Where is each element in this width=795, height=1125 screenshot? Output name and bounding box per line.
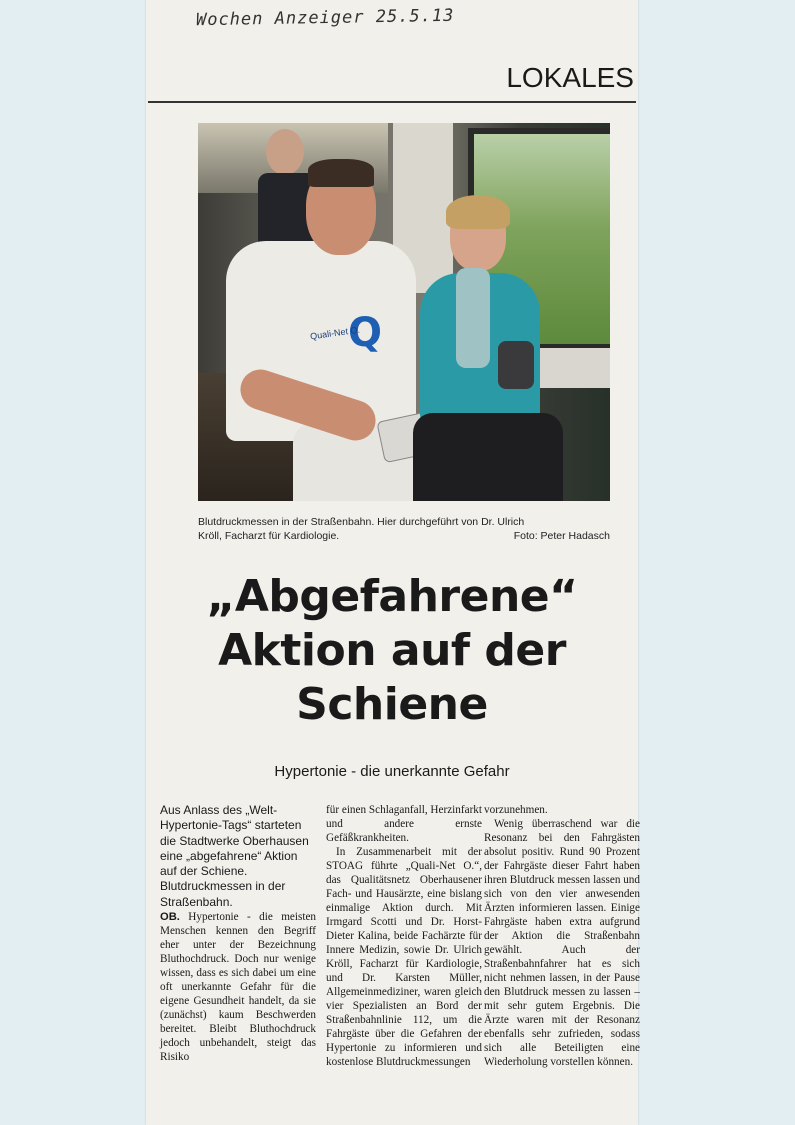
photo-credit: Foto: Peter Hadasch xyxy=(513,530,610,542)
article-paragraph: In Zusammenarbeit mit der STOAG führte „Quali-Net O.“, das Qualitätsnetz Oberhausener Fach- und Hausärzte, eine bislang einmalige Aktion durch. Mit Irmgard Scotti und Dr. Horst-Dieter Kalina, beide Fachärzte für Innere Medizin, sowie Dr. Ulrich Kröll, Facharzt für Kardiologie, und Dr. Karsten Müller, Allgemeinmediziner, waren gleich vier Spezialisten an Bord der Straßenbahnlinie 112, um die Fahrgäste über die Gefahren der Hypertonie zu informieren und kostenlose Blutdruckmessungen xyxy=(326,846,482,1068)
woman-hair xyxy=(446,195,510,229)
headline-line-1: „Abgefahrene“ xyxy=(206,571,578,622)
photo-caption xyxy=(198,515,610,543)
article-column-3 xyxy=(484,803,640,1069)
article-lead: Aus Anlass des „Welt-Hypertonie-Tags“ starteten die Stadtwerke Oberhausen eine „abgefahrene“ Aktion auf der Schiene. Blutdruckmessen in der Straßenbahn. xyxy=(160,803,309,909)
article-paragraph: vorzunehmen. xyxy=(484,804,548,816)
article-subheadline: Hypertonie - die unerkannte Gefahr xyxy=(274,763,510,780)
section-divider xyxy=(148,101,636,103)
blood-pressure-cuff xyxy=(498,341,534,389)
article-column-2 xyxy=(326,803,482,1069)
background-man-head xyxy=(266,129,304,175)
photo-caption-text: Blutdruckmessen in der Straßenbahn. Hier durchgeführt von Dr. Ulrich Kröll, Facharzt für Kardiologie. xyxy=(198,516,525,542)
article-paragraph: für einen Schlaganfall, Herzinfarkt und andere ernste Gefäßkrankheiten. xyxy=(326,804,482,844)
window-sill xyxy=(528,348,610,388)
woman-legs xyxy=(413,413,563,501)
newspaper-clipping xyxy=(146,0,638,1125)
article-body-paragraph xyxy=(160,910,316,1064)
article-paragraph: Wenig überraschend war die Resonanz bei den Fahrgästen absolut positiv. Rund 90 Prozent der Fahrgäste dieser Fahrt haben ihren Blutdruck messen lassen und sich von den vier anwesenden Ärzten informieren lassen. Einige Fahrgäste haben extra aufgrund der Aktion die Straßenbahn gewählt. Auch der Straßenbahnfahrer hat es sich nicht nehmen lassen, in der Pause den Blutdruck messen zu lassen – mit sehr gutem Ergebnis. Die Ärzte waren mit der Resonanz ebenfalls sehr zufrieden, sodass sich alle Beteiligten eine Wiederholung vorstellen können. xyxy=(484,818,640,1068)
article-body-text: Hypertonie - die meisten Menschen kennen den Begriff eher unter der Bezeichnung Bluthochdruck. Doch nur wenige wissen, dass es sich dabei um eine oft unerkannte Gefahr für die eigene Gesundheit handelt, da sie (zunächst) kaum Beschwerden bereitet. Bleibt Bluthochdruck jedoch unbehandelt, steigt das Risiko xyxy=(160,911,316,1064)
article-column-1 xyxy=(160,803,316,1064)
handwritten-date-note: Wochen Anzeiger 25.5.13 xyxy=(195,5,455,31)
headline-line-3: Schiene xyxy=(296,679,488,730)
shirt-logo-letter: Q xyxy=(348,310,383,356)
article-headline xyxy=(146,570,638,732)
woman-scarf xyxy=(456,268,490,368)
doctor-hair xyxy=(308,159,374,187)
shirt-logo-text: Quali-Net O. xyxy=(309,324,361,342)
headline-line-2: Aktion auf der xyxy=(218,625,566,676)
article-dateline: OB. xyxy=(160,911,180,924)
section-label: LOKALES xyxy=(506,62,634,93)
article-photo xyxy=(198,123,610,501)
